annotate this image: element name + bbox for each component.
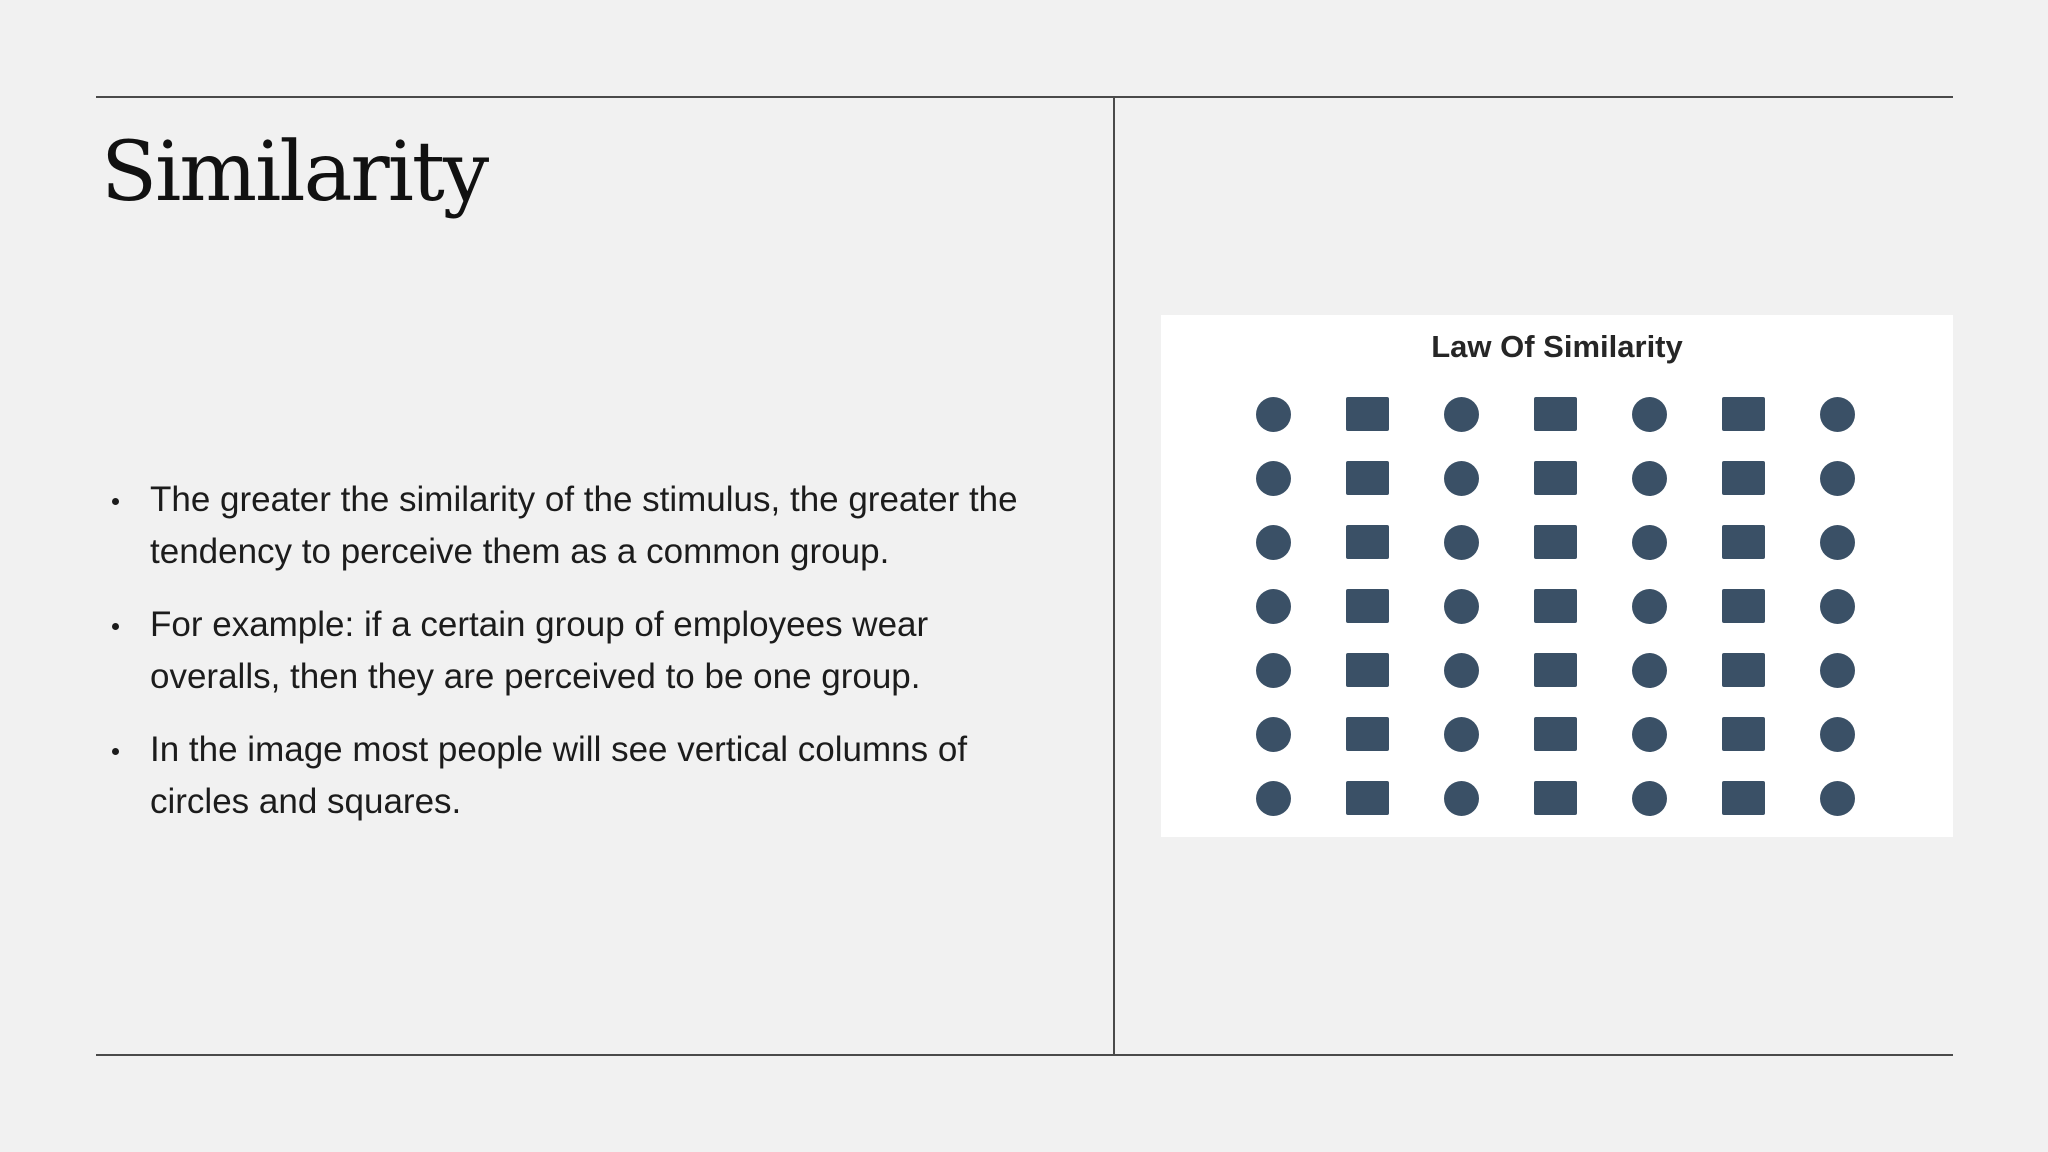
circle-shape [1632,717,1667,752]
bullet-text: In the image most people will see vertical columns of circles and squares. [150,730,968,821]
circle-shape [1444,589,1479,624]
square-shape [1722,589,1765,623]
square-shape [1534,397,1577,431]
slide-title: Similarity [101,125,488,220]
bullet-text: For example: if a certain group of employees wear overalls, then they are perceived to be one group. [150,605,929,696]
bullet-item [110,599,1040,703]
square-shape [1346,397,1389,431]
top-divider [96,96,1953,98]
circle-shape [1444,461,1479,496]
square-shape [1534,717,1577,751]
circle-shape [1256,781,1291,816]
circle-shape [1444,653,1479,688]
circle-shape [1256,717,1291,752]
bullet-list [110,474,1040,849]
vertical-divider [1113,96,1115,1056]
circle-shape [1820,781,1855,816]
circle-shape [1820,717,1855,752]
law-of-similarity-image [1161,315,1953,837]
square-shape [1722,525,1765,559]
circle-shape [1820,653,1855,688]
circle-shape [1444,397,1479,432]
figure-title: Law Of Similarity [1431,329,1683,364]
circle-shape [1820,525,1855,560]
circle-shape [1632,397,1667,432]
square-shape [1346,717,1389,751]
square-shape [1722,717,1765,751]
circle-shape [1444,717,1479,752]
bottom-divider [96,1054,1953,1056]
circle-shape [1632,461,1667,496]
square-shape [1534,461,1577,495]
square-shape [1346,461,1389,495]
circle-shape [1632,589,1667,624]
circle-shape [1444,781,1479,816]
square-shape [1534,781,1577,815]
circle-shape [1820,589,1855,624]
bullet-text: The greater the similarity of the stimulus, the greater the tendency to perceive them as a common group. [150,480,1018,571]
square-shape [1534,653,1577,687]
square-shape [1534,525,1577,559]
shape-grid [1253,395,1845,805]
circle-shape [1820,397,1855,432]
circle-shape [1256,653,1291,688]
bullet-item [110,724,1040,828]
bullet-dot-icon [112,498,119,505]
bullet-dot-icon [112,748,119,755]
circle-shape [1256,589,1291,624]
circle-shape [1632,525,1667,560]
square-shape [1722,781,1765,815]
square-shape [1722,397,1765,431]
square-shape [1346,525,1389,559]
circle-shape [1632,781,1667,816]
circle-shape [1444,525,1479,560]
square-shape [1722,461,1765,495]
circle-shape [1256,461,1291,496]
square-shape [1722,653,1765,687]
circle-shape [1256,525,1291,560]
bullet-item [110,474,1040,578]
square-shape [1346,781,1389,815]
bullet-dot-icon [112,623,119,630]
square-shape [1346,589,1389,623]
circle-shape [1820,461,1855,496]
circle-shape [1256,397,1291,432]
circle-shape [1632,653,1667,688]
square-shape [1346,653,1389,687]
square-shape [1534,589,1577,623]
